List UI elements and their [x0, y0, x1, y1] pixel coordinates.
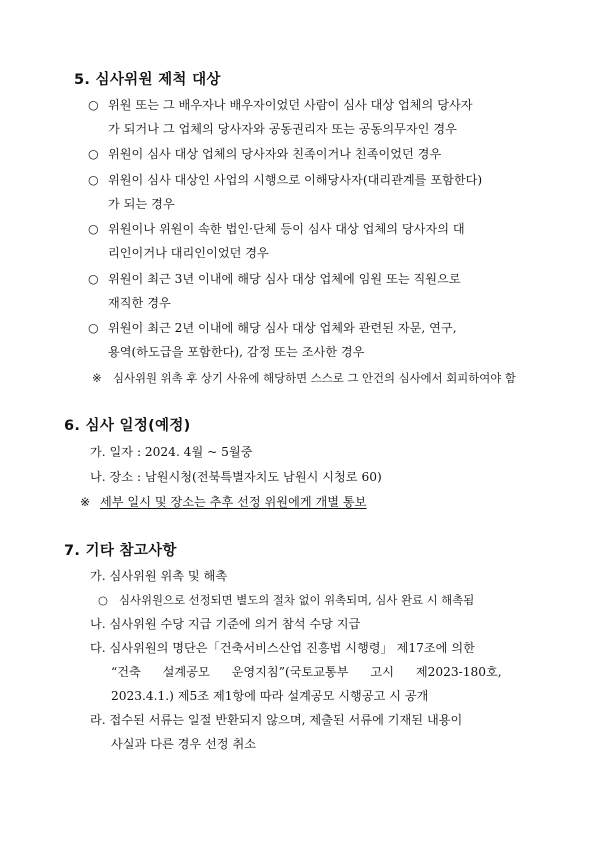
section-6-note: 세부 일시 및 장소는 추후 선정 위원에게 개별 통보	[100, 495, 367, 509]
list-item-bullet: ○	[88, 272, 99, 286]
list-item-bullet: ○	[88, 98, 99, 112]
section-5-note: 심사위원 위촉 후 상기 사유에 해당하면 스스로 그 안건의 심사에서 회피하여야 함	[113, 371, 516, 385]
reference-sub-bullet: ○	[98, 593, 108, 607]
section-5-note-mark: ※	[92, 371, 102, 385]
reference-sub-item: 심사위원으로 선정되면 별도의 절차 없이 위촉되며, 심사 완료 시 해촉됨	[119, 593, 475, 607]
list-item: 위원이 심사 대상 업체의 당사자와 친족이거나 친족이었던 경우	[108, 147, 442, 161]
list-item-continuation: 리인이거나 대리인이었던 경우	[108, 246, 269, 260]
reference-item-da-continuation: “건축 설계공모 운영지침”(국토교통부 고시 제2023-180호,	[111, 665, 502, 679]
list-item: 위원이나 위원이 속한 법인·단체 등이 심사 대상 업체의 당사자의 대	[108, 222, 465, 236]
list-item-bullet: ○	[88, 173, 99, 187]
list-item-bullet: ○	[88, 321, 99, 335]
list-item: 위원이 심사 대상인 사업의 시행으로 이해당사자(대리관계를 포함한다)	[108, 173, 483, 187]
list-item-bullet: ○	[88, 222, 99, 236]
list-item-continuation: 가 되거나 그 업체의 당사자와 공동권리자 또는 공동의무자인 경우	[108, 122, 457, 136]
section-5-heading: 5. 심사위원 제척 대상	[74, 72, 221, 88]
list-item-continuation: 재직한 경우	[108, 296, 171, 310]
list-item-continuation: 가 되는 경우	[108, 197, 175, 211]
reference-item-na: 나. 심사위원 수당 지급 기준에 의거 참석 수당 지급	[90, 617, 361, 631]
list-item: 위원이 최근 3년 이내에 해당 심사 대상 업체에 임원 또는 직원으로	[108, 272, 461, 286]
reference-item-da: 다. 심사위원의 명단은「건축서비스산업 진흥법 시행령」 제17조에 의한	[90, 641, 475, 655]
reference-item-ra: 라. 접수된 서류는 일절 반환되지 않으며, 제출된 서류에 기재된 내용이	[90, 713, 463, 727]
list-item: 위원 또는 그 배우자나 배우자이었던 사람이 심사 대상 업체의 당사자	[108, 98, 473, 112]
list-item-continuation: 용역(하도급을 포함한다), 감정 또는 조사한 경우	[108, 345, 365, 359]
reference-item-ra-continuation: 사실과 다른 경우 선정 취소	[111, 737, 257, 751]
schedule-date: 가. 일자 : 2024. 4월 ~ 5월중	[90, 445, 253, 459]
reference-item-ga: 가. 심사위원 위촉 및 해촉	[90, 569, 228, 583]
section-7-heading: 7. 기타 참고사항	[64, 543, 177, 559]
reference-item-da-continuation: 2023.4.1.) 제5조 제1항에 따라 설계공모 시행공고 시 공개	[111, 689, 429, 703]
list-item-bullet: ○	[88, 147, 99, 161]
section-6-note-mark: ※	[80, 495, 91, 509]
schedule-place: 나. 장소 : 남원시청(전북특별자치도 남원시 시청로 60)	[90, 470, 382, 484]
list-item: 위원이 최근 2년 이내에 해당 심사 대상 업체와 관련된 자문, 연구,	[108, 321, 457, 335]
section-6-heading: 6. 심사 일정(예정)	[64, 418, 191, 434]
